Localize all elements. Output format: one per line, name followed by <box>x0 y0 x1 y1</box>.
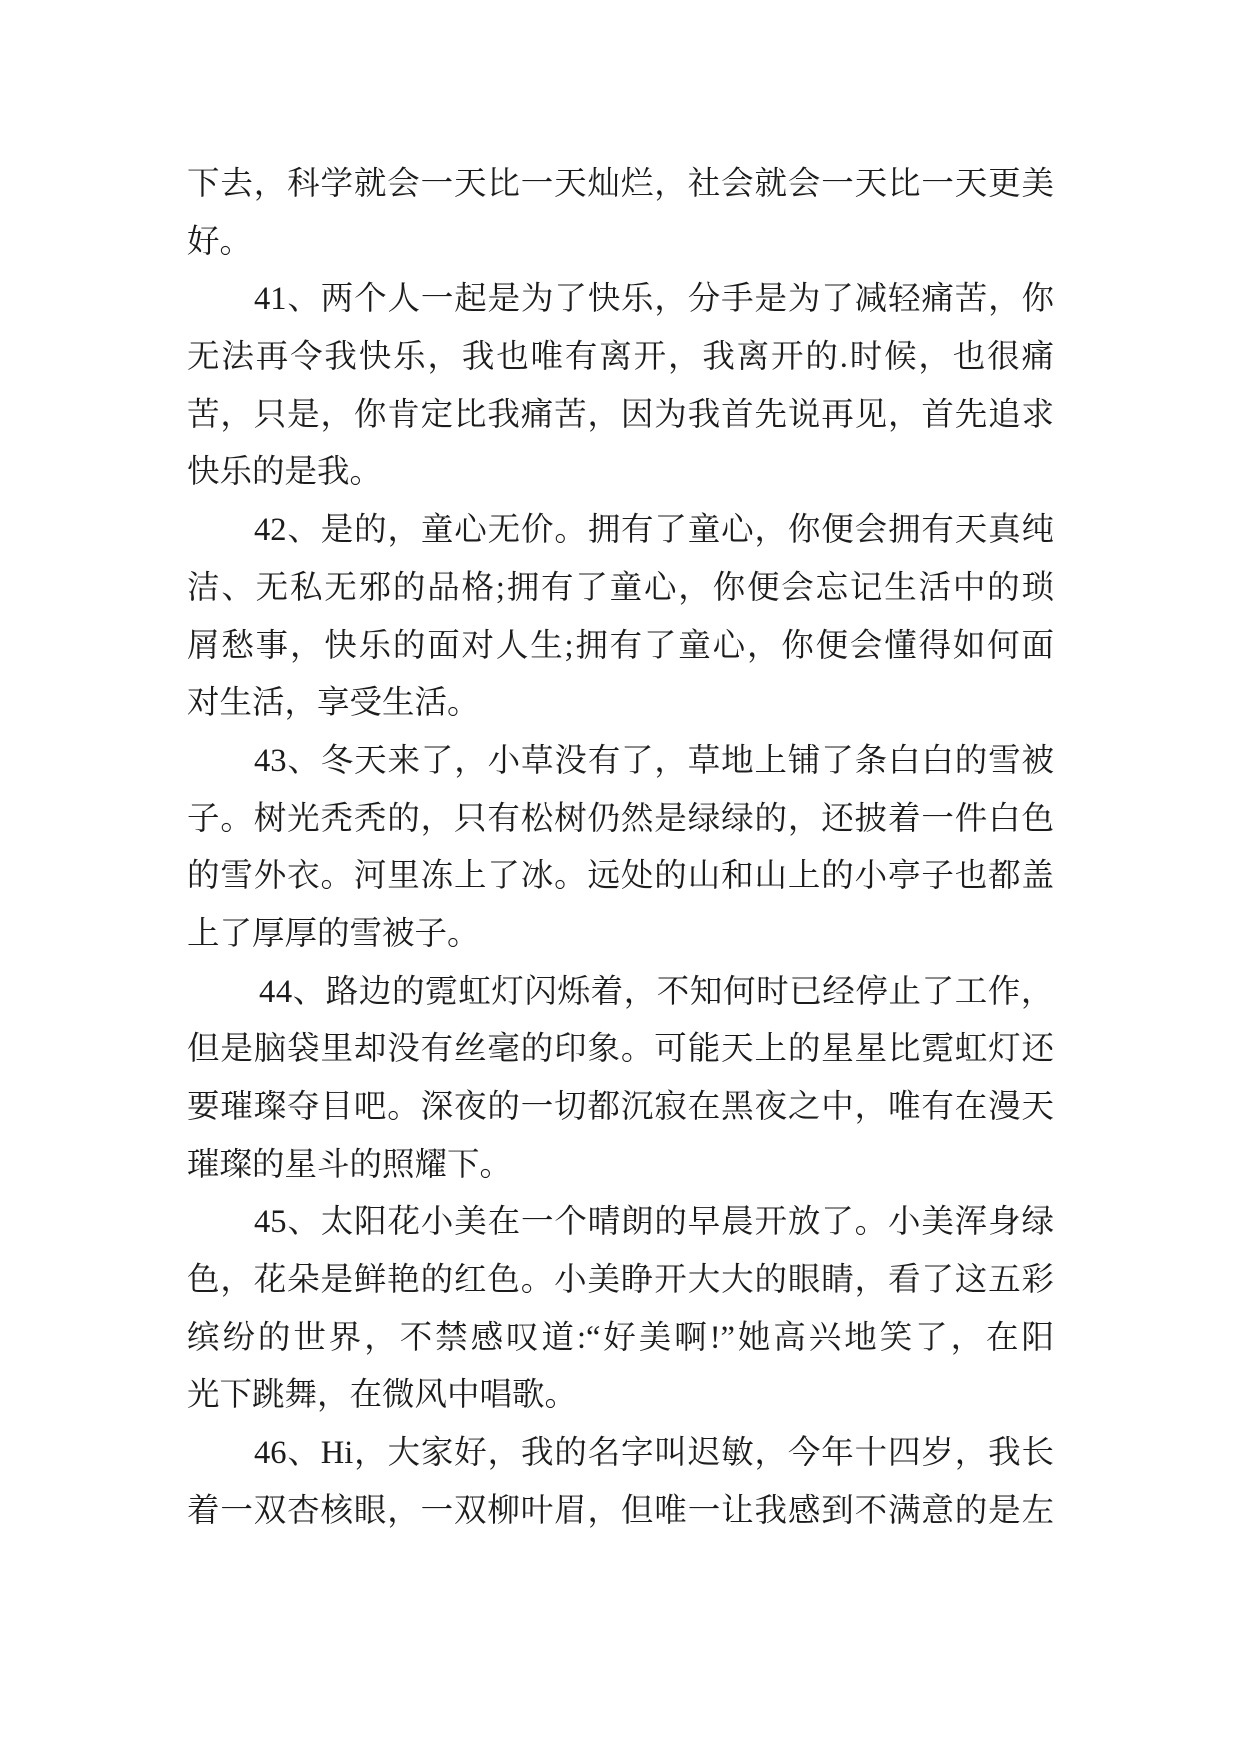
text-line-last: 上了厚厚的雪被子。 <box>187 915 480 952</box>
text-line: 下去，科学就会一天比一天灿烂，社会就会一天比一天更美 <box>187 166 1054 202</box>
text-line-last: 快乐的是我。 <box>187 454 383 491</box>
text-line: 要璀璨夺目吧。深夜的一切都沉寂在黑夜之中，唯有在漫天 <box>187 1089 1054 1125</box>
paragraph-42 <box>187 502 1054 733</box>
text-line: 但是脑袋里却没有丝毫的印象。可能天上的星星比霓虹灯还 <box>187 1031 1054 1068</box>
document-page <box>187 156 1054 1541</box>
text-line: 屑愁事，快乐的面对人生;拥有了童心，你便会懂得如何面 <box>187 627 1054 664</box>
text-line-last: 好。 <box>187 223 253 260</box>
text-line-last: 璀璨的星斗的照耀下。 <box>187 1146 513 1183</box>
text-line-first: 46、Hi，大家好，我的名字叫迟敏，今年十四岁，我长 <box>254 1435 1054 1472</box>
text-line: 苦，只是，你肯定比我痛苦，因为我首先说再见，首先追求 <box>187 396 1054 433</box>
paragraph-45 <box>187 1194 1054 1425</box>
paragraph-continued <box>187 156 1054 271</box>
text-line: 缤纷的世界，不禁感叹道:“好美啊!”她高兴地笑了，在阳 <box>187 1319 1054 1356</box>
text-line-first: 44、路边的霓虹灯闪烁着，不知何时已经停止了工作， <box>259 973 1055 1010</box>
paragraph-41 <box>187 271 1054 502</box>
text-line: 洁、无私无邪的品格;拥有了童心，你便会忘记生活中的琐 <box>187 569 1054 606</box>
text-line: 着一双杏核眼，一双柳叶眉，但唯一让我感到不满意的是左 <box>187 1492 1054 1529</box>
paragraph-43 <box>187 733 1054 964</box>
text-line: 子。树光秃秃的，只有松树仍然是绿绿的，还披着一件白色 <box>187 800 1054 837</box>
text-line-first: 42、是的，童心无价。拥有了童心，你便会拥有天真纯 <box>254 512 1054 549</box>
text-line-last: 光下跳舞，在微风中唱歌。 <box>187 1377 578 1414</box>
text-line: 无法再令我快乐，我也唯有离开，我离开的.时候，也很痛 <box>187 339 1054 376</box>
text-line-last: 对生活，享受生活。 <box>187 685 480 722</box>
text-line-first: 43、冬天来了，小草没有了，草地上铺了条白白的雪被 <box>254 742 1054 779</box>
paragraph-44 <box>187 964 1054 1195</box>
text-line-first: 45、太阳花小美在一个晴朗的早晨开放了。小美浑身绿 <box>254 1204 1054 1241</box>
text-line: 色，花朵是鲜艳的红色。小美睁开大大的眼睛，看了这五彩 <box>187 1262 1054 1299</box>
text-line: 的雪外衣。河里冻上了冰。远处的山和山上的小亭子也都盖 <box>187 858 1054 895</box>
text-line-first: 41、两个人一起是为了快乐，分手是为了减轻痛苦，你 <box>254 281 1054 318</box>
paragraph-46 <box>187 1425 1054 1540</box>
